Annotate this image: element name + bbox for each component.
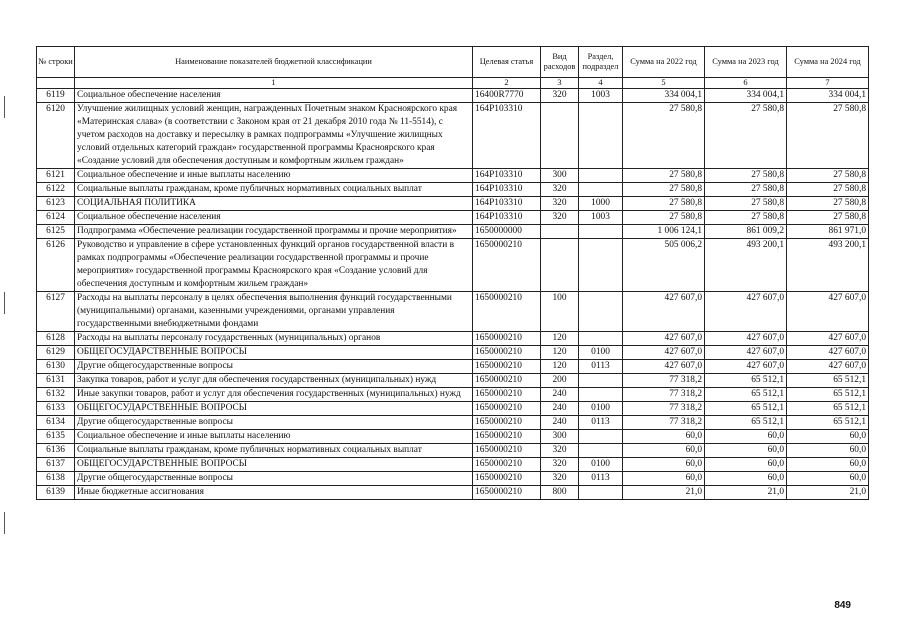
sum-2022: 60,0 bbox=[623, 472, 705, 486]
table-row bbox=[37, 211, 869, 225]
indicator-name: Расходы на выплаты персоналу в целях обеспечения выполнения функций государственными (муниципальными) органами, казенными учреждениями, органами управления государственными внебюджетными фондами bbox=[75, 292, 473, 332]
sum-2022: 60,0 bbox=[623, 444, 705, 458]
expense-type: 240 bbox=[541, 402, 579, 416]
section-code bbox=[579, 444, 623, 458]
section-code bbox=[579, 374, 623, 388]
table-row bbox=[37, 346, 869, 360]
sum-2023: 493 200,1 bbox=[705, 239, 787, 292]
sum-2024: 65 512,1 bbox=[787, 374, 869, 388]
table-row bbox=[37, 402, 869, 416]
sum-2022: 427 607,0 bbox=[623, 346, 705, 360]
sum-2024: 427 607,0 bbox=[787, 332, 869, 346]
sum-2023: 21,0 bbox=[705, 486, 787, 500]
sum-2024: 27 580,8 bbox=[787, 197, 869, 211]
expense-type bbox=[541, 239, 579, 292]
column-number-row bbox=[37, 78, 869, 89]
column-number: 2 bbox=[473, 78, 541, 89]
sum-2023: 27 580,8 bbox=[705, 197, 787, 211]
column-number: 1 bbox=[75, 78, 473, 89]
sum-2024: 427 607,0 bbox=[787, 360, 869, 374]
section-code bbox=[579, 103, 623, 169]
expense-type: 100 bbox=[541, 292, 579, 332]
column-number: 4 bbox=[579, 78, 623, 89]
sum-2023: 427 607,0 bbox=[705, 346, 787, 360]
row-number: 6132 bbox=[37, 388, 75, 402]
sum-2023: 427 607,0 bbox=[705, 292, 787, 332]
sum-2022: 505 006,2 bbox=[623, 239, 705, 292]
sum-2022: 427 607,0 bbox=[623, 360, 705, 374]
sum-2023: 65 512,1 bbox=[705, 374, 787, 388]
sum-2023: 27 580,8 bbox=[705, 103, 787, 169]
table-row bbox=[37, 444, 869, 458]
target-article: 164P103310 bbox=[473, 197, 541, 211]
table-row bbox=[37, 486, 869, 500]
expense-type: 320 bbox=[541, 444, 579, 458]
indicator-name: Социальное обеспечение населения bbox=[75, 89, 473, 103]
target-article: 164P103310 bbox=[473, 103, 541, 169]
sum-2022: 427 607,0 bbox=[623, 332, 705, 346]
sum-2024: 60,0 bbox=[787, 430, 869, 444]
expense-type: 200 bbox=[541, 374, 579, 388]
row-number: 6122 bbox=[37, 183, 75, 197]
table-header-row bbox=[37, 47, 869, 78]
table-row bbox=[37, 472, 869, 486]
sum-2022: 77 318,2 bbox=[623, 388, 705, 402]
indicator-name: Другие общегосударственные вопросы bbox=[75, 416, 473, 430]
sum-2022: 27 580,8 bbox=[623, 183, 705, 197]
sum-2023: 60,0 bbox=[705, 472, 787, 486]
expense-type: 320 bbox=[541, 89, 579, 103]
budget-table bbox=[36, 46, 869, 500]
target-article: 1650000000 bbox=[473, 225, 541, 239]
section-code bbox=[579, 292, 623, 332]
header-row-number: № строки bbox=[37, 47, 75, 78]
sum-2024: 427 607,0 bbox=[787, 292, 869, 332]
expense-type: 320 bbox=[541, 197, 579, 211]
target-article: 1650000210 bbox=[473, 430, 541, 444]
target-article: 1650000210 bbox=[473, 416, 541, 430]
sum-2022: 27 580,8 bbox=[623, 169, 705, 183]
row-number: 6119 bbox=[37, 89, 75, 103]
indicator-name: Другие общегосударственные вопросы bbox=[75, 360, 473, 374]
sum-2023: 861 009,2 bbox=[705, 225, 787, 239]
sum-2024: 27 580,8 bbox=[787, 211, 869, 225]
sum-2024: 27 580,8 bbox=[787, 183, 869, 197]
indicator-name: Социальное обеспечение и иные выплаты населению bbox=[75, 169, 473, 183]
indicator-name: ОБЩЕГОСУДАРСТВЕННЫЕ ВОПРОСЫ bbox=[75, 458, 473, 472]
sum-2024: 65 512,1 bbox=[787, 416, 869, 430]
indicator-name: Социальное обеспечение и иные выплаты населению bbox=[75, 430, 473, 444]
indicator-name: Улучшение жилищных условий женщин, награжденных Почетным знаком Красноярского края «Материнская слава» (в соответствии с Законом края от 21 декабря 2010 года № 11-5514), с учетом расходов на доставку и пересылку в рамках подпрограммы «Улучшение жилищных условий отдельных категорий граждан» государственной программы Красноярского края «Создание условий для обеспечения доступным и комфортным жильем граждан» bbox=[75, 103, 473, 169]
target-article: 164P103310 bbox=[473, 169, 541, 183]
section-code bbox=[579, 430, 623, 444]
header-target-article: Целевая статья bbox=[473, 47, 541, 78]
table-row bbox=[37, 183, 869, 197]
row-number: 6128 bbox=[37, 332, 75, 346]
section-code bbox=[579, 169, 623, 183]
indicator-name: Расходы на выплаты персоналу государственных (муниципальных) органов bbox=[75, 332, 473, 346]
section-code: 0100 bbox=[579, 458, 623, 472]
sum-2023: 60,0 bbox=[705, 444, 787, 458]
indicator-name: Социальное обеспечение населения bbox=[75, 211, 473, 225]
expense-type bbox=[541, 103, 579, 169]
expense-type: 300 bbox=[541, 430, 579, 444]
header-sum-2024: Сумма на 2024 год bbox=[787, 47, 869, 78]
indicator-name: Иные закупки товаров, работ и услуг для обеспечения государственных (муниципальных) нужд bbox=[75, 388, 473, 402]
sum-2022: 27 580,8 bbox=[623, 197, 705, 211]
expense-type: 120 bbox=[541, 346, 579, 360]
expense-type: 120 bbox=[541, 360, 579, 374]
indicator-name: Подпрограмма «Обеспечение реализации государственной программы и прочие мероприятия» bbox=[75, 225, 473, 239]
sum-2023: 65 512,1 bbox=[705, 402, 787, 416]
margin-mark bbox=[4, 512, 5, 534]
target-article: 1650000210 bbox=[473, 486, 541, 500]
row-number: 6123 bbox=[37, 197, 75, 211]
table-row bbox=[37, 360, 869, 374]
section-code: 1000 bbox=[579, 197, 623, 211]
target-article: 164P103310 bbox=[473, 211, 541, 225]
row-number: 6133 bbox=[37, 402, 75, 416]
sum-2022: 60,0 bbox=[623, 430, 705, 444]
sum-2024: 65 512,1 bbox=[787, 402, 869, 416]
section-code: 1003 bbox=[579, 211, 623, 225]
sum-2023: 60,0 bbox=[705, 458, 787, 472]
expense-type: 120 bbox=[541, 332, 579, 346]
target-article: 1650000210 bbox=[473, 239, 541, 292]
row-number: 6130 bbox=[37, 360, 75, 374]
header-sum-2022: Сумма на 2022 год bbox=[623, 47, 705, 78]
expense-type: 300 bbox=[541, 169, 579, 183]
sum-2023: 427 607,0 bbox=[705, 360, 787, 374]
sum-2024: 861 971,0 bbox=[787, 225, 869, 239]
expense-type: 240 bbox=[541, 416, 579, 430]
indicator-name: ОБЩЕГОСУДАРСТВЕННЫЕ ВОПРОСЫ bbox=[75, 402, 473, 416]
sum-2023: 27 580,8 bbox=[705, 183, 787, 197]
section-code bbox=[579, 239, 623, 292]
sum-2024: 60,0 bbox=[787, 458, 869, 472]
indicator-name: Иные бюджетные ассигнования bbox=[75, 486, 473, 500]
section-code bbox=[579, 332, 623, 346]
sum-2024: 27 580,8 bbox=[787, 169, 869, 183]
section-code: 0113 bbox=[579, 472, 623, 486]
table-row bbox=[37, 225, 869, 239]
indicator-name: Руководство и управление в сфере установленных функций органов государственной власти в рамках подпрограммы «Обеспечение реализации государственной программы и прочие мероприятия» государственной программы Красноярского края «Создание условий для обеспечения доступным и комфортным жильем граждан» bbox=[75, 239, 473, 292]
row-number: 6138 bbox=[37, 472, 75, 486]
header-expense-type: Вид расходов bbox=[541, 47, 579, 78]
row-number: 6125 bbox=[37, 225, 75, 239]
row-number: 6137 bbox=[37, 458, 75, 472]
sum-2022: 77 318,2 bbox=[623, 374, 705, 388]
margin-mark bbox=[4, 292, 5, 314]
header-indicator-name: Наименование показателей бюджетной классификации bbox=[75, 47, 473, 78]
table-row bbox=[37, 103, 869, 169]
sum-2023: 65 512,1 bbox=[705, 416, 787, 430]
expense-type: 800 bbox=[541, 486, 579, 500]
header-section: Раздел, подраздел bbox=[579, 47, 623, 78]
section-code: 0100 bbox=[579, 346, 623, 360]
column-number: 6 bbox=[705, 78, 787, 89]
sum-2022: 27 580,8 bbox=[623, 211, 705, 225]
indicator-name: Социальные выплаты гражданам, кроме публичных нормативных социальных выплат bbox=[75, 183, 473, 197]
row-number: 6120 bbox=[37, 103, 75, 169]
row-number: 6127 bbox=[37, 292, 75, 332]
row-number: 6135 bbox=[37, 430, 75, 444]
margin-mark bbox=[4, 96, 5, 118]
row-number: 6129 bbox=[37, 346, 75, 360]
row-number: 6126 bbox=[37, 239, 75, 292]
table-row bbox=[37, 374, 869, 388]
row-number: 6136 bbox=[37, 444, 75, 458]
section-code: 1003 bbox=[579, 89, 623, 103]
section-code bbox=[579, 183, 623, 197]
sum-2024: 60,0 bbox=[787, 472, 869, 486]
sum-2022: 77 318,2 bbox=[623, 402, 705, 416]
header-sum-2023: Сумма на 2023 год bbox=[705, 47, 787, 78]
sum-2022: 77 318,2 bbox=[623, 416, 705, 430]
sum-2023: 334 004,1 bbox=[705, 89, 787, 103]
page-number: 849 bbox=[834, 600, 851, 611]
sum-2024: 493 200,1 bbox=[787, 239, 869, 292]
target-article: 164P103310 bbox=[473, 183, 541, 197]
row-number: 6121 bbox=[37, 169, 75, 183]
sum-2023: 60,0 bbox=[705, 430, 787, 444]
table-row bbox=[37, 430, 869, 444]
target-article: 1650000210 bbox=[473, 360, 541, 374]
indicator-name: СОЦИАЛЬНАЯ ПОЛИТИКА bbox=[75, 197, 473, 211]
sum-2022: 334 004,1 bbox=[623, 89, 705, 103]
table-row bbox=[37, 332, 869, 346]
target-article: 1650000210 bbox=[473, 292, 541, 332]
sum-2022: 21,0 bbox=[623, 486, 705, 500]
table-row bbox=[37, 388, 869, 402]
sum-2024: 60,0 bbox=[787, 444, 869, 458]
row-number: 6134 bbox=[37, 416, 75, 430]
table-row bbox=[37, 169, 869, 183]
column-number: 7 bbox=[787, 78, 869, 89]
expense-type: 320 bbox=[541, 458, 579, 472]
target-article: 1650000210 bbox=[473, 402, 541, 416]
sum-2024: 427 607,0 bbox=[787, 346, 869, 360]
target-article: 1650000210 bbox=[473, 472, 541, 486]
section-code: 0113 bbox=[579, 416, 623, 430]
sum-2024: 334 004,1 bbox=[787, 89, 869, 103]
sum-2022: 27 580,8 bbox=[623, 103, 705, 169]
table-row bbox=[37, 239, 869, 292]
target-article: 1650000210 bbox=[473, 458, 541, 472]
sum-2023: 27 580,8 bbox=[705, 169, 787, 183]
sum-2023: 65 512,1 bbox=[705, 388, 787, 402]
sum-2024: 21,0 bbox=[787, 486, 869, 500]
expense-type: 320 bbox=[541, 211, 579, 225]
section-code: 0113 bbox=[579, 360, 623, 374]
target-article: 1650000210 bbox=[473, 374, 541, 388]
section-code bbox=[579, 225, 623, 239]
sum-2023: 27 580,8 bbox=[705, 211, 787, 225]
sum-2024: 65 512,1 bbox=[787, 388, 869, 402]
target-article: 1650000210 bbox=[473, 388, 541, 402]
target-article: 1650000210 bbox=[473, 346, 541, 360]
table-row bbox=[37, 458, 869, 472]
expense-type: 320 bbox=[541, 472, 579, 486]
sum-2024: 27 580,8 bbox=[787, 103, 869, 169]
indicator-name: Социальные выплаты гражданам, кроме публичных нормативных социальных выплат bbox=[75, 444, 473, 458]
table-row bbox=[37, 292, 869, 332]
expense-type: 240 bbox=[541, 388, 579, 402]
sum-2022: 427 607,0 bbox=[623, 292, 705, 332]
column-number: 5 bbox=[623, 78, 705, 89]
target-article: 1650000210 bbox=[473, 332, 541, 346]
table-row bbox=[37, 197, 869, 211]
section-code bbox=[579, 486, 623, 500]
target-article: 1650000210 bbox=[473, 444, 541, 458]
column-number: 3 bbox=[541, 78, 579, 89]
target-article: 16400R7770 bbox=[473, 89, 541, 103]
section-code bbox=[579, 388, 623, 402]
indicator-name: Закупка товаров, работ и услуг для обеспечения государственных (муниципальных) нужд bbox=[75, 374, 473, 388]
section-code: 0100 bbox=[579, 402, 623, 416]
indicator-name: ОБЩЕГОСУДАРСТВЕННЫЕ ВОПРОСЫ bbox=[75, 346, 473, 360]
sum-2023: 427 607,0 bbox=[705, 332, 787, 346]
expense-type bbox=[541, 225, 579, 239]
column-number bbox=[37, 78, 75, 89]
indicator-name: Другие общегосударственные вопросы bbox=[75, 472, 473, 486]
sum-2022: 1 006 124,1 bbox=[623, 225, 705, 239]
sum-2022: 60,0 bbox=[623, 458, 705, 472]
table-row bbox=[37, 416, 869, 430]
row-number: 6131 bbox=[37, 374, 75, 388]
expense-type: 320 bbox=[541, 183, 579, 197]
row-number: 6139 bbox=[37, 486, 75, 500]
row-number: 6124 bbox=[37, 211, 75, 225]
table-row bbox=[37, 89, 869, 103]
